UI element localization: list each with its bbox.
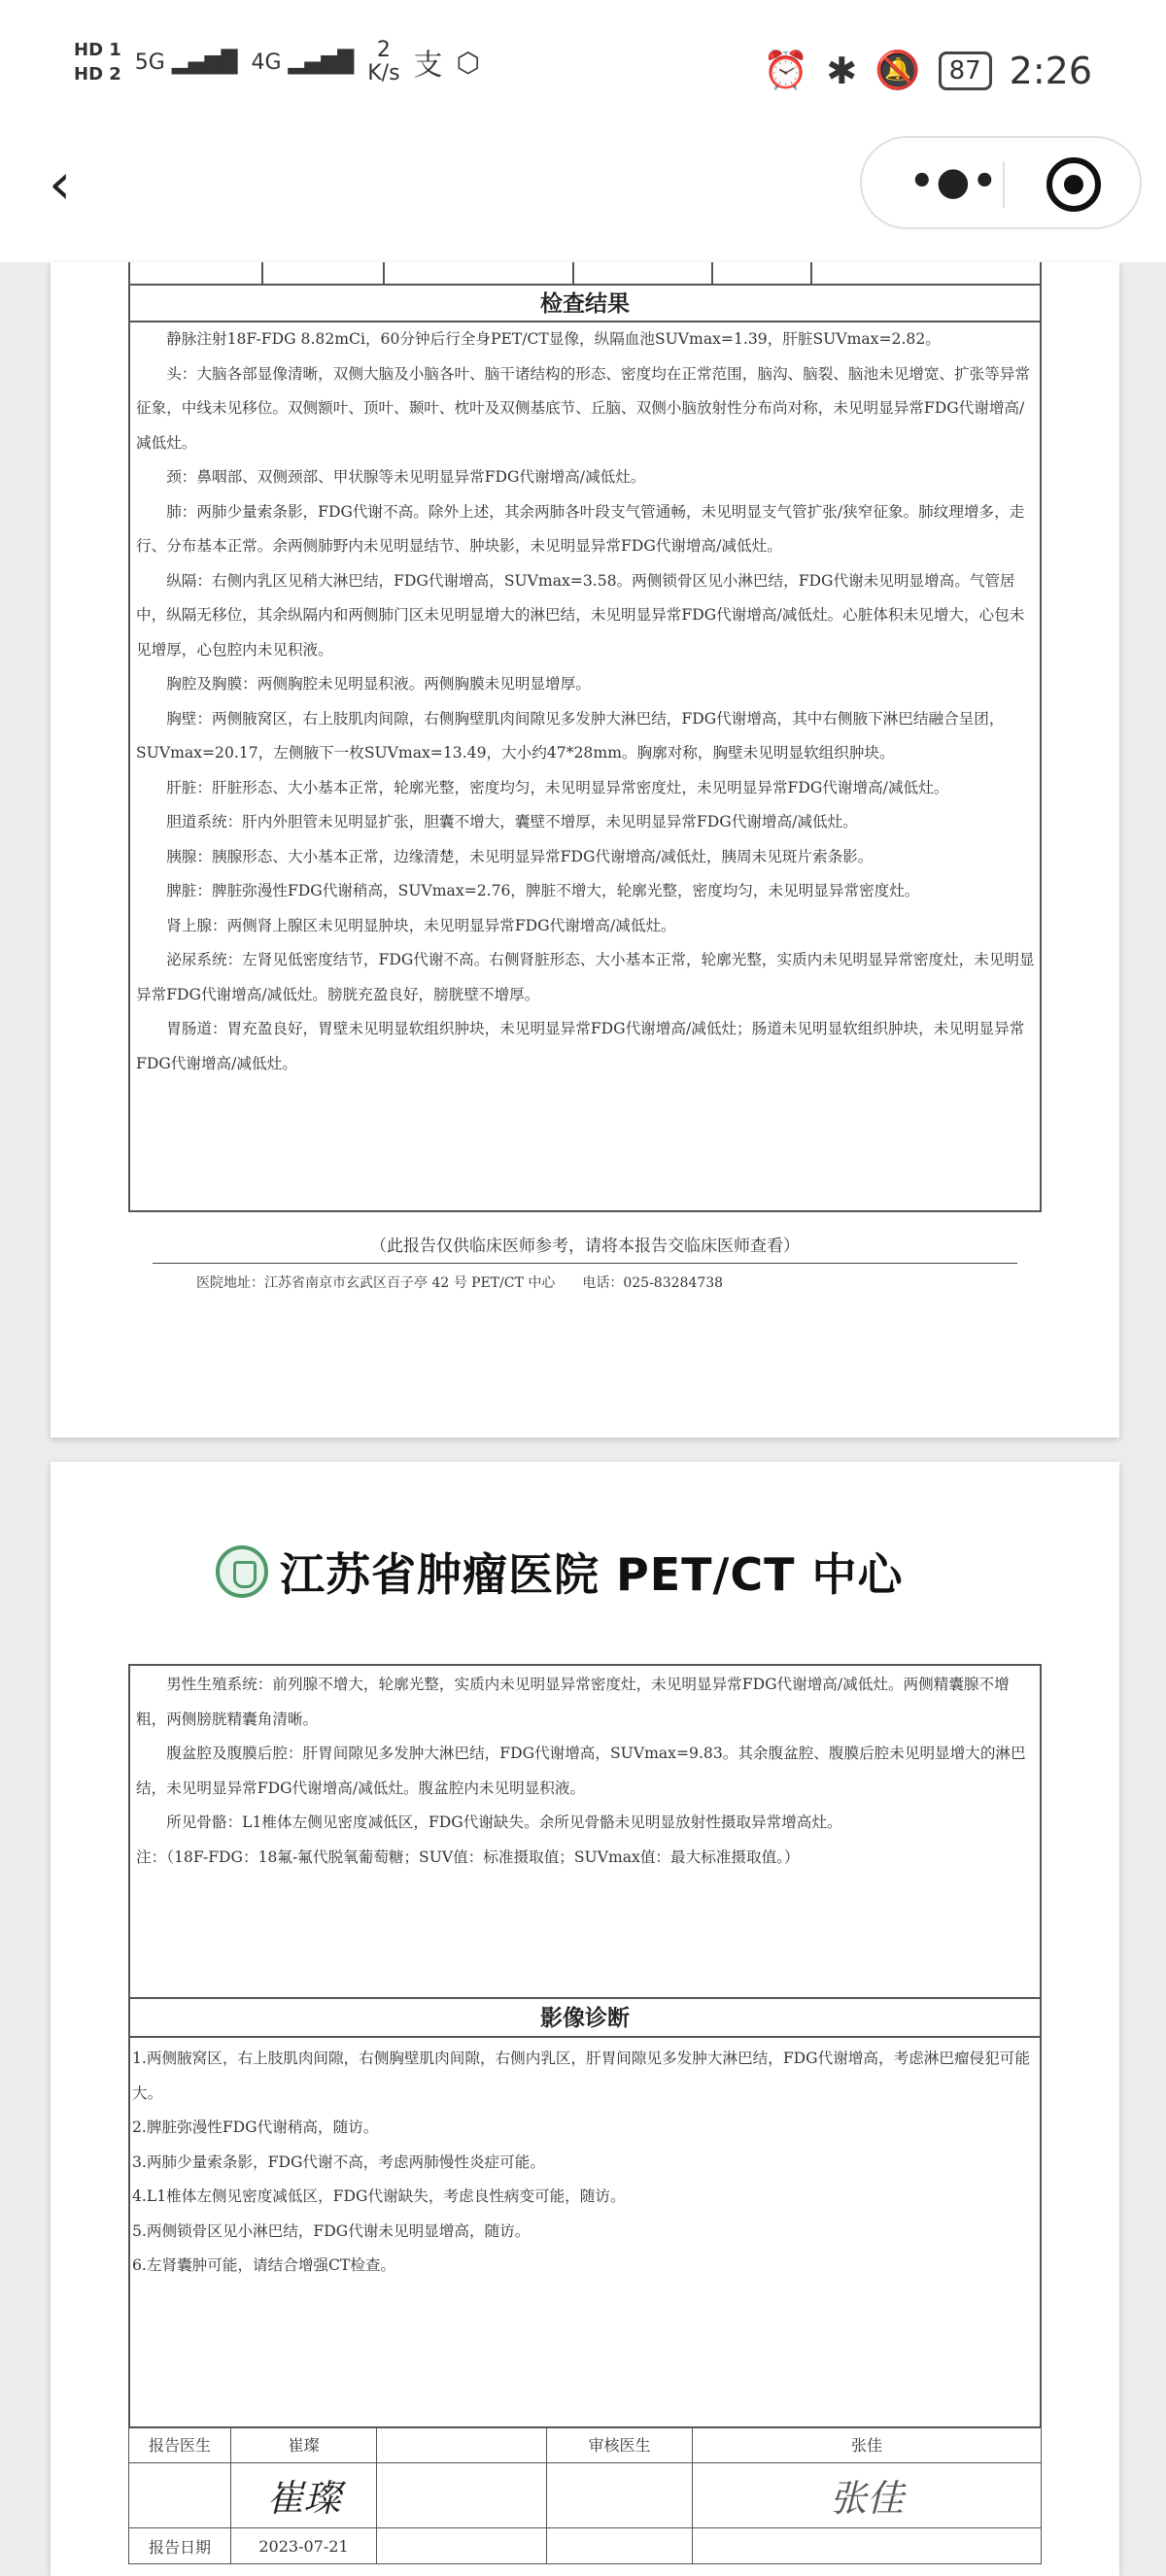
shield-icon: ⬡: [456, 46, 480, 79]
blank-cell: [377, 2528, 547, 2564]
hospital-header: [216, 1540, 903, 1604]
findings-box: [128, 1664, 1042, 1999]
diagnosis-item: 5.两侧锁骨区见小淋巴结，FDG代谢未见明显增高，随访。: [132, 2221, 531, 2240]
blank-cell: [129, 2462, 231, 2527]
hospital-address: 医院地址：江苏省南京市玄武区百子亭 42 号 PET/CT 中心 电话：025-83284738: [196, 1275, 724, 1291]
results-paragraph: 胆道系统：肝内外胆管未见明显扩张，胆囊不增大，囊壁不增厚，未见明显异常FDG代谢增高/减低灶。: [166, 813, 858, 830]
results-title: 检查结果: [130, 286, 1040, 322]
results-paragraph: 胃肠道：胃充盈良好，胃壁未见明显软组织肿块，未见明显异常FDG代谢增高/减低灶；肠道未见明显软组织肿块，未见明显异常FDG代谢增高/减低灶。: [136, 1020, 1025, 1072]
alarm-icon: ⏰: [763, 49, 809, 91]
capsule-menu: [860, 136, 1142, 229]
speed-unit: K/s: [367, 61, 400, 85]
findings-body: [136, 1668, 1036, 1875]
results-paragraph: 静脉注射18F-FDG 8.82mCi，60分钟后行全身PET/CT显像，纵隔血池SUVmax=1.39，肝脏SUVmax=2.82。: [166, 330, 941, 348]
diagnosis-title: 影像诊断: [130, 1999, 1040, 2038]
review-doctor-label: 审核医生: [547, 2427, 693, 2463]
findings-paragraph: 所见骨骼：L1椎体左侧见密度减低区，FDG代谢缺失。余所见骨骼未见明显放射性摄取异常增高灶。: [166, 1813, 842, 1831]
report-date: 2023-07-21: [231, 2528, 377, 2564]
results-paragraph: 脾脏：脾脏弥漫性FDG代谢稍高，SUVmax=2.76，脾脏不增大，轮廓光整，密度均匀，未见明显异常密度灶。: [166, 882, 920, 899]
status-left: [74, 39, 480, 85]
results-paragraph: 肝脏：肝脏形态、大小基本正常，轮廓光整，密度均匀，未见明显异常密度灶，未见明显异常FDG代谢增高/减低灶。: [166, 778, 949, 797]
close-target-button[interactable]: [1046, 157, 1101, 212]
abbreviation-note: 注：（18F-FDG：18氟-氟代脱氧葡萄糖；SUV值：标准摄取值；SUVmax值：最大标准摄取值。）: [136, 1847, 800, 1866]
report-doctor-signature: [231, 2462, 377, 2527]
back-button[interactable]: [49, 151, 87, 217]
network-4g-icon: 4G ▂▄▆█: [251, 50, 355, 75]
results-paragraph: 颈：鼻咽部、双侧颈部、甲状腺等未见明显异常FDG代谢增高/减低灶。: [166, 468, 646, 486]
diagnosis-box: [128, 1997, 1042, 2428]
results-paragraph: 纵隔：右侧内乳区见稍大淋巴结，FDG代谢增高，SUVmax=3.58。两侧锁骨区见小淋巴结，FDG代谢未见明显增高。气管居中，纵隔无移位，其余纵隔内和两侧肺门区未见明显增大的淋巴结，未见明显异常FDG代谢增高/减低灶。心脏体积未见增大，心包未见增厚，心包腔内未见积液。: [136, 571, 1025, 659]
blank-cell: [693, 2528, 1042, 2564]
blank-cell: [377, 2462, 547, 2527]
blank-cell: [547, 2528, 693, 2564]
findings-paragraph: 腹盆腔及腹膜后腔：肝胃间隙见多发肿大淋巴结，FDG代谢增高，SUVmax=9.83。其余腹盆腔、腹膜后腔未见明显增大的淋巴结，未见明显异常FDG代谢增高/减低灶。腹盆腔内未见明显积液。: [136, 1745, 1026, 1797]
signature-2: 张佳: [829, 2477, 904, 2521]
mute-icon: 🔕: [874, 49, 921, 91]
report-page-2: [51, 1462, 1119, 2576]
results-paragraph: 胰腺：胰腺形态、大小基本正常，边缘清楚，未见明显异常FDG代谢增高/减低灶，胰周未见斑片索条影。: [166, 847, 874, 865]
alipay-icon: 支: [413, 49, 443, 83]
diagnosis-item: 3.两肺少量索条影，FDG代谢不高，考虑两肺慢性炎症可能。: [132, 2152, 545, 2171]
hospital-logo-icon: [216, 1545, 268, 1598]
top-table-stub: [130, 262, 1040, 286]
battery-icon: 87: [939, 51, 992, 90]
report-doctor-label: 报告医生: [129, 2427, 231, 2463]
speed-value: 2: [376, 38, 391, 62]
chevron-left-icon: ‹: [49, 151, 72, 217]
results-paragraph: 头：大脑各部显像清晰，双侧大脑及小脑各叶、脑干诸结构的形态、密度均在正常范围，脑沟、脑裂、脑池未见增宽、扩张等异常征象，中线未见移位。双侧额叶、顶叶、颞叶、枕叶及双侧基底节、丘脑、双侧小脑放射性分布尚对称，未见明显异常FDG代谢增高/减低灶。: [136, 364, 1031, 452]
disclaimer-text: （此报告仅供临床医师参考，请将本报告交临床医师查看）: [370, 1237, 800, 1256]
status-right: [763, 49, 1092, 92]
hd1-label: HD 1: [74, 40, 121, 60]
review-doctor-name: 张佳: [693, 2427, 1042, 2463]
nav-bar: [0, 117, 1166, 262]
results-paragraph: 泌尿系统：左肾见低密度结节，FDG代谢不高。右侧肾脏形态、大小基本正常，轮廓光整，实质内未见明显异常密度灶，未见明显异常FDG代谢增高/减低灶。膀胱充盈良好，膀胱壁不增厚。: [136, 951, 1035, 1003]
diagnosis-body: [132, 2042, 1036, 2284]
results-body: [136, 322, 1036, 1081]
results-paragraph: 肾上腺：两侧肾上腺区未见明显肿块，未见明显异常FDG代谢增高/减低灶。: [166, 916, 676, 934]
diagnosis-item: 1.两侧腋窝区，右上肢肌肉间隙，右侧胸壁肌肉间隙，右侧内乳区，肝胃间隙见多发肿大淋巴结，FDG代谢增高，考虑淋巴瘤侵犯可能大。: [132, 2050, 1030, 2102]
signature-table: [128, 2426, 1042, 2564]
report-page-1: [51, 262, 1119, 1438]
diagnosis-item: 4.L1椎体左侧见密度减低区，FDG代谢缺失，考虑良性病变可能，随访。: [132, 2187, 626, 2205]
findings-paragraph: 男性生殖系统：前列腺不增大，轮廓光整，实质内未见明显异常密度灶，未见明显异常FDG代谢增高/减低灶。两侧精囊腺不增粗，两侧膀胱精囊角清晰。: [136, 1676, 1010, 1728]
blank-cell: [547, 2462, 693, 2527]
report-doctor-name: 崔璨: [231, 2427, 377, 2463]
network-5g-icon: 5G ▂▄▆█: [134, 50, 238, 75]
capsule-divider: [1003, 161, 1005, 208]
signature-1: 崔璨: [266, 2477, 341, 2521]
hd2-label: HD 2: [74, 64, 121, 85]
results-box: [128, 262, 1042, 1212]
results-paragraph: 肺：两肺少量索条影，FDG代谢不高。除外上述，其余两肺各叶段支气管通畅，未见明显支气管扩张/狭窄征象。肺纹理增多，走行、分布基本正常。余两侧肺野内未见明显结节、肿块影，未见明显异常FDG代谢增高/减低灶。: [136, 502, 1025, 555]
diagnosis-item: 6.左肾囊肿可能，请结合增强CT检查。: [132, 2256, 396, 2274]
report-date-label: 报告日期: [129, 2528, 231, 2564]
diagnosis-item: 2.脾脏弥漫性FDG代谢稍高，随访。: [132, 2118, 379, 2136]
hospital-title: 江苏省肿瘤医院 PET/CT 中心: [280, 1548, 904, 1601]
speed-indicator: [367, 39, 399, 85]
hd-indicators: [74, 40, 121, 85]
more-dots-icon: •●•: [909, 159, 1000, 204]
results-paragraph: 胸腔及胸膜：两侧胸腔未见明显积液。两侧胸膜未见明显增厚。: [166, 675, 591, 693]
review-doctor-signature: [693, 2462, 1042, 2527]
more-button[interactable]: [901, 155, 1008, 214]
footer-rule: [153, 1263, 1017, 1264]
clock-time: 2:26: [1009, 49, 1092, 92]
blank-cell: [377, 2427, 547, 2463]
bluetooth-icon: ✱: [826, 49, 858, 92]
results-paragraph: 胸壁：两侧腋窝区，右上肢肌肉间隙，右侧胸壁肌肉间隙见多发肿大淋巴结，FDG代谢增高，其中右侧腋下淋巴结融合呈团，SUVmax=20.17，左侧腋下一枚SUVmax=13.49，大小约47*28mm。胸廓对称，胸壁未见明显软组织肿块。: [136, 709, 1005, 762]
